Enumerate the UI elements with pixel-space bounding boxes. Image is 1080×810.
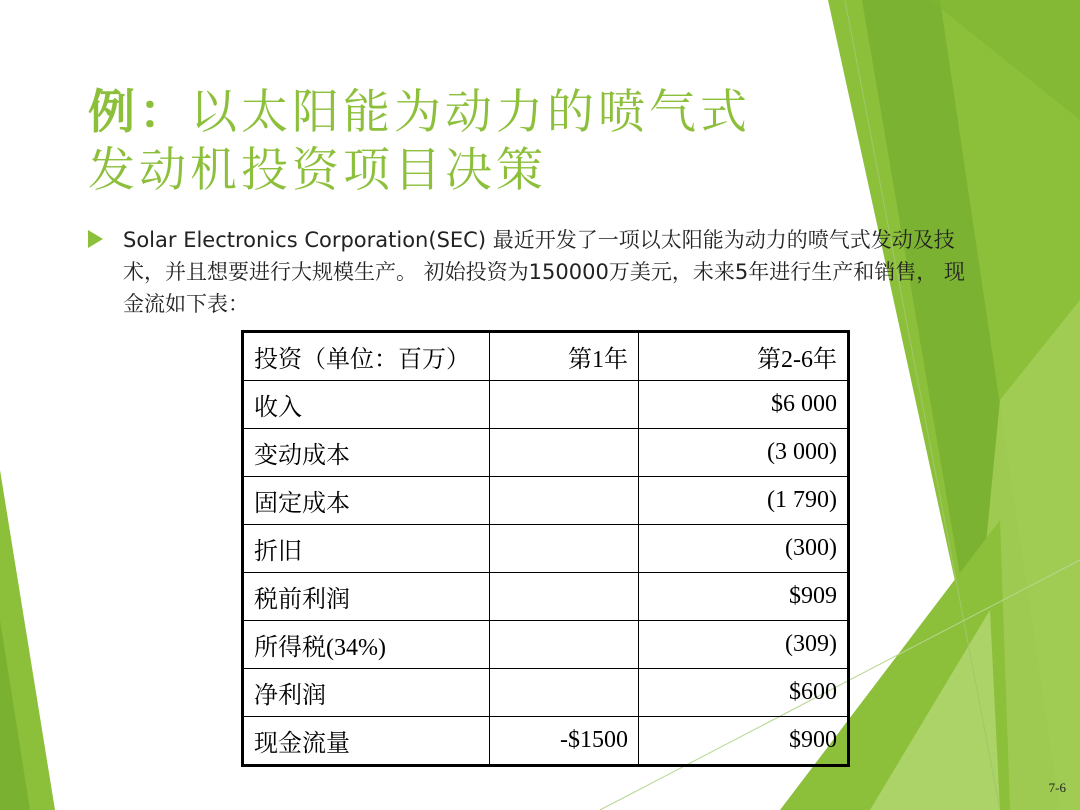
table-cell: 所得税(34%) (243, 621, 490, 669)
bullet-text: Solar Electronics Corporation(SEC) 最近开发了一项以太阳能为动力的喷气式发动及技术，并且想要进行大规模生产。 初始投资为150000万美元，未来5年进行生产和销售， 现金流如下表： (123, 228, 965, 316)
cash-flow-table (241, 330, 850, 767)
table-cell: 变动成本 (243, 429, 490, 477)
table-row (243, 621, 849, 669)
table-row (243, 477, 849, 525)
table-cell (490, 429, 639, 477)
table-cell (490, 621, 639, 669)
table-cell: (3 000) (639, 429, 849, 477)
table-cell (490, 381, 639, 429)
table-cell: $900 (639, 717, 849, 766)
table-cell: (300) (639, 525, 849, 573)
table-cell: 税前利润 (243, 573, 490, 621)
table-cell: $6 000 (639, 381, 849, 429)
table-cell: (1 790) (639, 477, 849, 525)
bullet-paragraph (88, 224, 978, 320)
table-cell: 固定成本 (243, 477, 490, 525)
triangle-bullet-icon (88, 230, 103, 248)
table-cell: 折旧 (243, 525, 490, 573)
table-cell: 现金流量 (243, 717, 490, 766)
title-line-1 (88, 84, 848, 142)
table-cell: (309) (639, 621, 849, 669)
table-cell: 收入 (243, 381, 490, 429)
table-cell (490, 477, 639, 525)
table-header-cell: 投资（单位：百万） (243, 332, 490, 381)
page-number: 7-6 (1048, 780, 1066, 795)
slide-title (88, 84, 848, 200)
table-cell: $909 (639, 573, 849, 621)
table-cell: 净利润 (243, 669, 490, 717)
table-row (243, 717, 849, 766)
table-row (243, 381, 849, 429)
table-header-cell: 第2-6年 (639, 332, 849, 381)
table-cell (490, 525, 639, 573)
title-lead: 例： (88, 85, 190, 140)
table-header-row (243, 332, 849, 381)
table-cell (490, 573, 639, 621)
table-cell: $600 (639, 669, 849, 717)
table-row (243, 573, 849, 621)
table-cell: -$1500 (490, 717, 639, 766)
table-cell (490, 669, 639, 717)
table-row (243, 429, 849, 477)
table-header-cell: 第1年 (490, 332, 639, 381)
table-row (243, 525, 849, 573)
title-line-1-text: 以太阳能为动力的喷气式 (190, 85, 751, 140)
title-line-2: 发动机投资项目决策 (88, 143, 547, 198)
table-row (243, 669, 849, 717)
